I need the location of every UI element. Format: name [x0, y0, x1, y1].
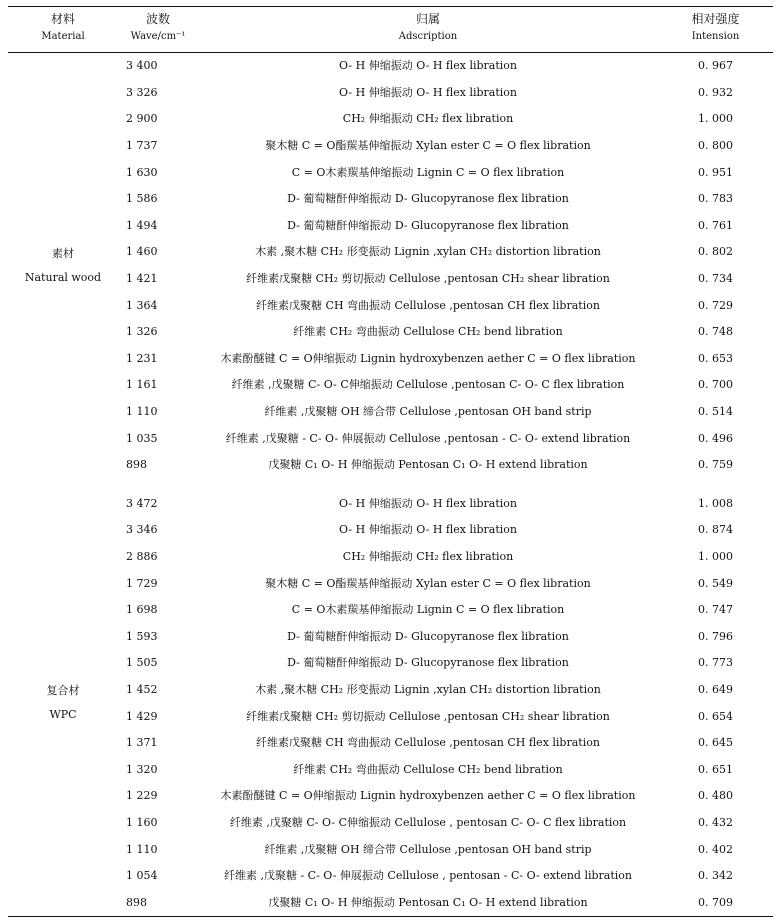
table-row: [8, 491, 773, 518]
header-adscription-en: Adscription: [398, 31, 458, 42]
intension-cell: 0. 773: [698, 656, 733, 670]
material-cell: [8, 53, 118, 479]
adscription-cell: C = O木素羰基伸缩振动 Lignin C = O flex libration: [291, 603, 565, 617]
wave-number-cell: 1 110: [126, 405, 158, 419]
wave-number-cell: 1 421: [126, 272, 158, 286]
ir-band-table: [8, 6, 773, 917]
wave-number-cell: 1 630: [126, 165, 158, 179]
table-row: [8, 292, 773, 319]
table-body: [8, 53, 773, 917]
table-row: [8, 756, 773, 783]
adscription-cell: D- 葡萄糖酐伸缩振动 D- Glucopyranose flex libration: [287, 192, 569, 206]
intension-cell: 0. 496: [698, 431, 733, 445]
wave-number-cell: 3 400: [126, 59, 158, 73]
adscription-cell: D- 葡萄糖酐伸缩振动 D- Glucopyranose flex libration: [287, 656, 569, 670]
intension-cell: 0. 761: [698, 218, 733, 232]
wave-number-cell: 1 160: [126, 815, 158, 829]
header-wave: [118, 7, 198, 53]
group-spacer: [8, 479, 773, 491]
intension-cell: 0. 759: [698, 458, 733, 472]
wave-number-cell: 1 698: [126, 603, 158, 617]
wave-number-cell: 1 586: [126, 192, 158, 206]
wave-number-cell: 1 593: [126, 629, 158, 643]
table-row: [8, 452, 773, 479]
wave-number-cell: 1 460: [126, 245, 158, 259]
spacer-cell: [8, 479, 773, 491]
table-row: [8, 677, 773, 704]
wave-number-cell: 1 371: [126, 736, 158, 750]
wave-number-cell: 898: [126, 458, 147, 472]
intension-cell: 0. 432: [698, 815, 733, 829]
table-row: [8, 783, 773, 810]
intension-cell: 0. 342: [698, 869, 733, 883]
adscription-cell: 木素酚醚键 C = O伸缩振动 Lignin hydroxybenzen aether C = O flex libration: [220, 789, 636, 803]
header-intension-en: Intension: [691, 31, 740, 42]
adscription-cell: D- 葡萄糖酐伸缩振动 D- Glucopyranose flex libration: [287, 629, 569, 643]
wave-number-cell: 1 229: [126, 789, 158, 803]
wave-number-cell: 1 494: [126, 218, 158, 232]
header-wave-cn: 波数: [145, 12, 170, 26]
intension-cell: 0. 729: [698, 298, 733, 312]
adscription-cell: CH₂ 伸缩振动 CH₂ flex libration: [342, 112, 514, 126]
table-row: [8, 703, 773, 730]
adscription-cell: O- H 伸缩振动 O- H flex libration: [338, 59, 518, 73]
material-en: Natural wood: [24, 270, 102, 284]
adscription-cell: 纤维素 ,戊聚糖 C- O- C伸缩振动 Cellulose ,pentosan C- O- C flex libration: [231, 378, 625, 392]
intension-cell: 0. 549: [698, 576, 733, 590]
intension-cell: 0. 653: [698, 351, 733, 365]
adscription-cell: 纤维素戊聚糖 CH₂ 剪切振动 Cellulose ,pentosan CH₂ shear libration: [246, 272, 610, 286]
table-row: [8, 133, 773, 160]
table-row: [8, 863, 773, 890]
header-material: [8, 7, 118, 53]
table-row: [8, 106, 773, 133]
intension-cell: 0. 951: [698, 165, 733, 179]
table-row: [8, 266, 773, 293]
table-row: [8, 517, 773, 544]
adscription-cell: 聚木糖 C = O酯羰基伸缩振动 Xylan ester C = O flex libration: [265, 576, 591, 590]
header-wave-en: Wave/cm⁻¹: [130, 31, 186, 42]
intension-cell: 0. 514: [698, 405, 733, 419]
wave-number-cell: 1 729: [126, 576, 158, 590]
table-row: [8, 730, 773, 757]
wave-number-cell: 1 452: [126, 682, 158, 696]
adscription-cell: 木素 ,聚木糖 CH₂ 形变振动 Lignin ,xylan CH₂ distortion libration: [255, 682, 601, 696]
intension-cell: 0. 480: [698, 789, 733, 803]
adscription-cell: O- H 伸缩振动 O- H flex libration: [338, 523, 518, 537]
intension-cell: 0. 700: [698, 378, 733, 392]
table-row: [8, 80, 773, 107]
table-header: [8, 7, 773, 53]
wave-number-cell: 2 886: [126, 549, 158, 563]
adscription-cell: 纤维素 ,戊聚糖 OH 缔合带 Cellulose ,pentosan OH band strip: [264, 405, 592, 419]
wave-number-cell: 1 110: [126, 842, 158, 856]
intension-cell: 0. 967: [698, 59, 733, 73]
intension-cell: 1. 000: [698, 112, 733, 126]
header-intension: [658, 7, 773, 53]
table-row: [8, 810, 773, 837]
wave-number-cell: 3 472: [126, 496, 158, 510]
intension-cell: 0. 783: [698, 192, 733, 206]
intension-cell: 0. 932: [698, 85, 733, 99]
intension-cell: 0. 800: [698, 139, 733, 153]
wave-number-cell: 1 505: [126, 656, 158, 670]
intension-cell: 0. 651: [698, 762, 733, 776]
wave-number-cell: 3 326: [126, 85, 158, 99]
wave-number-cell: 1 429: [126, 709, 158, 723]
intension-cell: 0. 796: [698, 629, 733, 643]
wave-number-cell: 1 035: [126, 431, 158, 445]
adscription-cell: 纤维素 CH₂ 弯曲振动 Cellulose CH₂ bend libration: [293, 762, 563, 776]
intension-cell: 1. 008: [698, 496, 733, 510]
adscription-cell: 戊聚糖 C₁ O- H 伸缩振动 Pentosan C₁ O- H extend libration: [268, 895, 588, 909]
wave-number-cell: 1 054: [126, 869, 158, 883]
adscription-cell: 纤维素 ,戊聚糖 C- O- C伸缩振动 Cellulose , pentosan C- O- C flex libration: [229, 815, 627, 829]
table-row: [8, 650, 773, 677]
wave-number-cell: 1 326: [126, 325, 158, 339]
table-row: [8, 425, 773, 452]
wave-number-cell: 3 346: [126, 523, 158, 537]
adscription-cell: D- 葡萄糖酐伸缩振动 D- Glucopyranose flex libration: [287, 218, 569, 232]
table-row: [8, 53, 773, 80]
table-row: [8, 213, 773, 240]
intension-cell: 0. 402: [698, 842, 733, 856]
header-intension-cn: 相对强度: [691, 12, 740, 26]
intension-cell: 0. 654: [698, 709, 733, 723]
adscription-cell: C = O木素羰基伸缩振动 Lignin C = O flex libration: [291, 165, 565, 179]
wave-number-cell: 1 364: [126, 298, 158, 312]
header-adscription-cn: 归属: [415, 12, 440, 26]
intension-cell: 0. 709: [698, 895, 733, 909]
table-row: [8, 319, 773, 346]
intension-cell: 0. 747: [698, 603, 733, 617]
wave-number-cell: 1 320: [126, 762, 158, 776]
table-row: [8, 597, 773, 624]
adscription-cell: 纤维素戊聚糖 CH 弯曲振动 Cellulose ,pentosan CH flex libration: [256, 736, 600, 750]
table-row: [8, 239, 773, 266]
table-row: [8, 889, 773, 916]
table-row: [8, 346, 773, 373]
table-row: [8, 570, 773, 597]
adscription-cell: 聚木糖 C = O酯羰基伸缩振动 Xylan ester C = O flex libration: [265, 139, 591, 153]
adscription-cell: 纤维素戊聚糖 CH 弯曲振动 Cellulose ,pentosan CH flex libration: [256, 298, 600, 312]
header-material-cn: 材料: [50, 12, 75, 26]
intension-cell: 0. 748: [698, 325, 733, 339]
adscription-cell: 纤维素 ,戊聚糖 - C- O- 伸展振动 Cellulose ,pentosan - C- O- extend libration: [225, 431, 631, 445]
table-row: [8, 159, 773, 186]
table-row: [8, 544, 773, 571]
table-row: [8, 186, 773, 213]
adscription-cell: O- H 伸缩振动 O- H flex libration: [338, 496, 518, 510]
intension-cell: 1. 000: [698, 549, 733, 563]
intension-cell: 0. 734: [698, 272, 733, 286]
adscription-cell: 纤维素 ,戊聚糖 OH 缔合带 Cellulose ,pentosan OH band strip: [264, 842, 592, 856]
table-row: [8, 372, 773, 399]
adscription-cell: 纤维素 CH₂ 弯曲振动 Cellulose CH₂ bend libration: [293, 325, 563, 339]
header-adscription: [198, 7, 658, 53]
material-cn: 素材: [52, 246, 74, 260]
adscription-cell: 纤维素戊聚糖 CH₂ 剪切振动 Cellulose ,pentosan CH₂ shear libration: [246, 709, 610, 723]
intension-cell: 0. 874: [698, 523, 733, 537]
table-row: [8, 836, 773, 863]
wave-number-cell: 898: [126, 895, 147, 909]
wave-number-cell: 2 900: [126, 112, 158, 126]
adscription-cell: 木素酚醚键 C = O伸缩振动 Lignin hydroxybenzen aether C = O flex libration: [220, 351, 636, 365]
adscription-cell: 木素 ,聚木糖 CH₂ 形变振动 Lignin ,xylan CH₂ distortion libration: [255, 245, 601, 259]
intension-cell: 0. 802: [698, 245, 733, 259]
material-cn: 复合材: [46, 684, 80, 698]
table-row: [8, 623, 773, 650]
adscription-cell: 戊聚糖 C₁ O- H 伸缩振动 Pentosan C₁ O- H extend libration: [268, 458, 588, 472]
material-cell: [8, 491, 118, 917]
wave-number-cell: 1 231: [126, 351, 158, 365]
wave-number-cell: 1 737: [126, 139, 158, 153]
adscription-cell: O- H 伸缩振动 O- H flex libration: [338, 85, 518, 99]
adscription-cell: CH₂ 伸缩振动 CH₂ flex libration: [342, 549, 514, 563]
wave-number-cell: 1 161: [126, 378, 158, 392]
intension-cell: 0. 645: [698, 736, 733, 750]
adscription-cell: 纤维素 ,戊聚糖 - C- O- 伸展振动 Cellulose , pentosan - C- O- extend libration: [223, 869, 633, 883]
header-material-en: Material: [41, 31, 85, 42]
table-row: [8, 399, 773, 426]
intension-cell: 0. 649: [698, 682, 733, 696]
material-en: WPC: [49, 708, 77, 722]
